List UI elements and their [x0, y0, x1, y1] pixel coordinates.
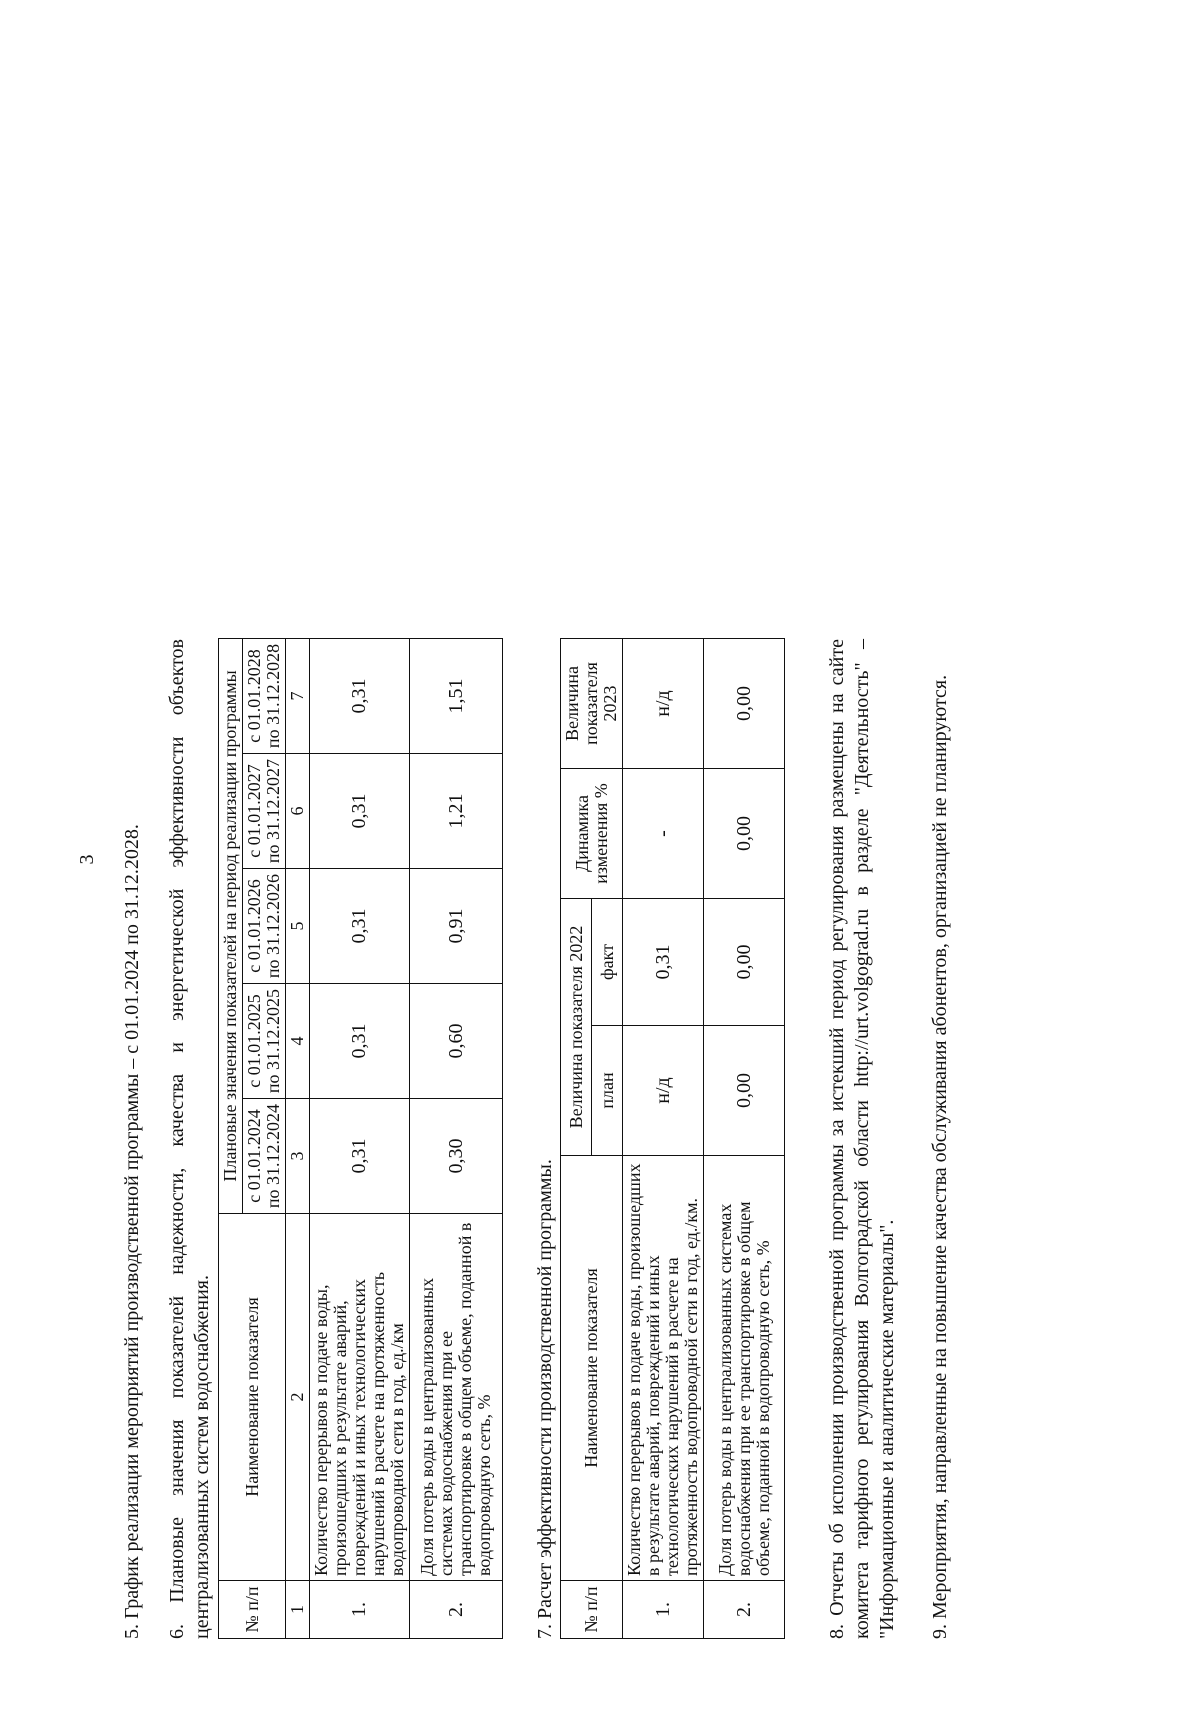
section-9-activities: 9. Мероприятия, направленные на повышение качества обслуживания абонентов, организацией не планируются.	[929, 674, 951, 1639]
indicator-value: 0,31	[310, 984, 410, 1099]
indicator-value: 1,21	[410, 754, 503, 869]
row-number: 2.	[410, 1581, 503, 1639]
section-5-schedule: 5. График реализации мероприятий производственной программы – с 01.01.2024 по 31.12.2028.	[121, 824, 143, 1639]
planned-indicators-table	[218, 638, 503, 1639]
indicator-name: Количество перерывов в подаче воды, произошедших в результате аварий, повреждений и иных технологических нарушений в расчете на протяженность водопроводной сети в год, ед./км.	[623, 1156, 704, 1581]
header-num: № п/п	[561, 1581, 623, 1639]
header-period: с 01.01.2025 по 31.12.2025	[243, 984, 286, 1099]
row-number: 2.	[704, 1581, 785, 1639]
indicator-value: 0,31	[310, 1099, 410, 1214]
dynamics-value: -	[623, 768, 704, 898]
indicator-value: 0,60	[410, 984, 503, 1099]
section-6-heading: 6. Плановые значения показателей надежности, качества и энергетической эффективности объектов централизованных систем водоснабжения.	[166, 639, 213, 1639]
indicator-value: 0,91	[410, 869, 503, 984]
column-numbers-row	[286, 638, 310, 1638]
column-number: 1	[286, 1581, 310, 1639]
header-dynamics: Динамика изменения %	[561, 768, 623, 898]
fact-value: 0,31	[623, 898, 704, 1025]
efficiency-table	[560, 638, 785, 1639]
section-7-heading: 7. Расчет эффективности производственной программы.	[534, 1159, 556, 1639]
indicator-value: 1,51	[410, 638, 503, 753]
plan-value: н/д	[623, 1026, 704, 1156]
column-number: 7	[286, 638, 310, 753]
fact-value: 0,00	[704, 898, 785, 1025]
column-number: 3	[286, 1099, 310, 1214]
indicator-value: 0,31	[310, 638, 410, 753]
value-2023: н/д	[623, 638, 704, 768]
table-row	[623, 638, 704, 1638]
row-number: 1.	[623, 1581, 704, 1639]
table-header-row	[561, 638, 592, 1638]
header-period: с 01.01.2027 по 31.12.2027	[243, 754, 286, 869]
header-value-2023: Величина показателя 2023	[561, 638, 623, 768]
page-content	[120, 639, 953, 1639]
header-value-2022: Величина показателя 2022	[561, 898, 592, 1155]
table-row	[704, 638, 785, 1638]
header-planned-values: Плановые значения показателей на период реализации программы	[219, 638, 243, 1213]
header-plan: план	[592, 1026, 623, 1156]
table-header-row	[219, 638, 243, 1638]
indicator-value: 0,31	[310, 869, 410, 984]
header-indicator-name: Наименование показателя	[561, 1156, 623, 1581]
indicator-value: 0,30	[410, 1099, 503, 1214]
indicator-name: Доля потерь воды в централизованных системах водоснабжения при ее транспортировке в общем объеме, поданной в водопроводную сеть, %	[410, 1214, 503, 1581]
column-number: 5	[286, 869, 310, 984]
column-number: 4	[286, 984, 310, 1099]
header-indicator-name: Наименование показателя	[219, 1214, 286, 1581]
plan-value: 0,00	[704, 1026, 785, 1156]
indicator-value: 0,31	[310, 754, 410, 869]
header-period: с 01.01.2026 по 31.12.2026	[243, 869, 286, 984]
dynamics-value: 0,00	[704, 768, 785, 898]
table-row	[410, 638, 503, 1638]
indicator-name: Количество перерывов в подаче воды, произошедших в результате аварий, повреждений и иных технологических нарушений в расчете на протяженность водопроводной сети в год, ед./км	[310, 1214, 410, 1581]
row-number: 1.	[310, 1581, 410, 1639]
value-2023: 0,00	[704, 638, 785, 768]
header-period: с 01.01.2028 по 31.12.2028	[243, 638, 286, 753]
section-8-reports: 8. Отчеты об исполнении производственной программы за истекший период регулирования размещены на сайте комитета тарифного регулирования Волгоградской области http://urt.volgograd.ru в разделе "Деятельность" – "Информационные и аналитические материалы".	[826, 639, 898, 1639]
table-row	[310, 638, 410, 1638]
page-number: 3	[76, 854, 98, 865]
header-fact: факт	[592, 898, 623, 1025]
header-period: с 01.01.2024 по 31.12.2024	[243, 1099, 286, 1214]
header-num: № п/п	[219, 1581, 286, 1639]
column-number: 6	[286, 754, 310, 869]
column-number: 2	[286, 1214, 310, 1581]
indicator-name: Доля потерь воды в централизованных системах водоснабжения при ее транспортировке в общем объеме, поданной в водопроводную сеть, %	[704, 1156, 785, 1581]
